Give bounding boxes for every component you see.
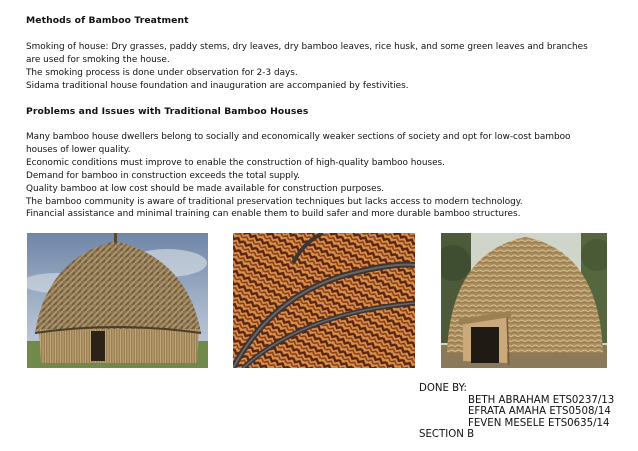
member-name: FEVEN MESELE ETS0635/14 bbox=[468, 417, 610, 429]
text-line: Many bamboo house dwellers belong to socially and economically weaker sections of society and opt for low-cost bamboo bbox=[26, 132, 571, 142]
text-line: Financial assistance and minimal training can enable them to build safer and more durable bamboo structures. bbox=[26, 209, 521, 220]
member-name: BETH ABRAHAM ETS0237/13 bbox=[468, 394, 615, 406]
credits-label: DONE BY: bbox=[419, 383, 467, 394]
photo-bamboo-hut-door bbox=[441, 233, 607, 368]
photo-bamboo-hut-sky bbox=[27, 233, 208, 368]
text-line: The bamboo community is aware of traditional preservation techniques but lacks access to modern technology. bbox=[26, 196, 523, 207]
section-label: SECTION B bbox=[419, 429, 475, 441]
credits-block bbox=[419, 383, 614, 441]
text-line: Sidama traditional house foundation and inauguration are accompanied by festivities. bbox=[26, 80, 409, 91]
text-line: The smoking process is done under observation for 2-3 days. bbox=[26, 67, 298, 78]
text-line: are used for smoking the house. bbox=[26, 54, 170, 65]
problems-paragraph bbox=[26, 131, 570, 221]
text-line: Demand for bamboo in construction exceeds the total supply. bbox=[26, 170, 301, 181]
photo-bamboo-weave-pattern bbox=[233, 233, 415, 368]
text-line: Quality bamboo at low cost should be made available for construction purposes. bbox=[26, 183, 385, 194]
section-heading-treatment: Methods of Bamboo Treatment bbox=[26, 15, 189, 26]
member-name: EFRATA AMAHA ETS0508/14 bbox=[468, 406, 611, 418]
section-heading-problems: Problems and Issues with Traditional Bamboo Houses bbox=[26, 106, 309, 117]
treatment-paragraph bbox=[26, 41, 588, 93]
text-line: Smoking of house: Dry grasses, paddy stems, dry leaves, dry bamboo leaves, rice husk, and some green leaves and branches bbox=[26, 42, 588, 52]
text-line: Economic conditions must improve to enable the construction of high-quality bamboo houses. bbox=[26, 157, 446, 168]
text-line: houses of lower quality. bbox=[26, 144, 131, 155]
